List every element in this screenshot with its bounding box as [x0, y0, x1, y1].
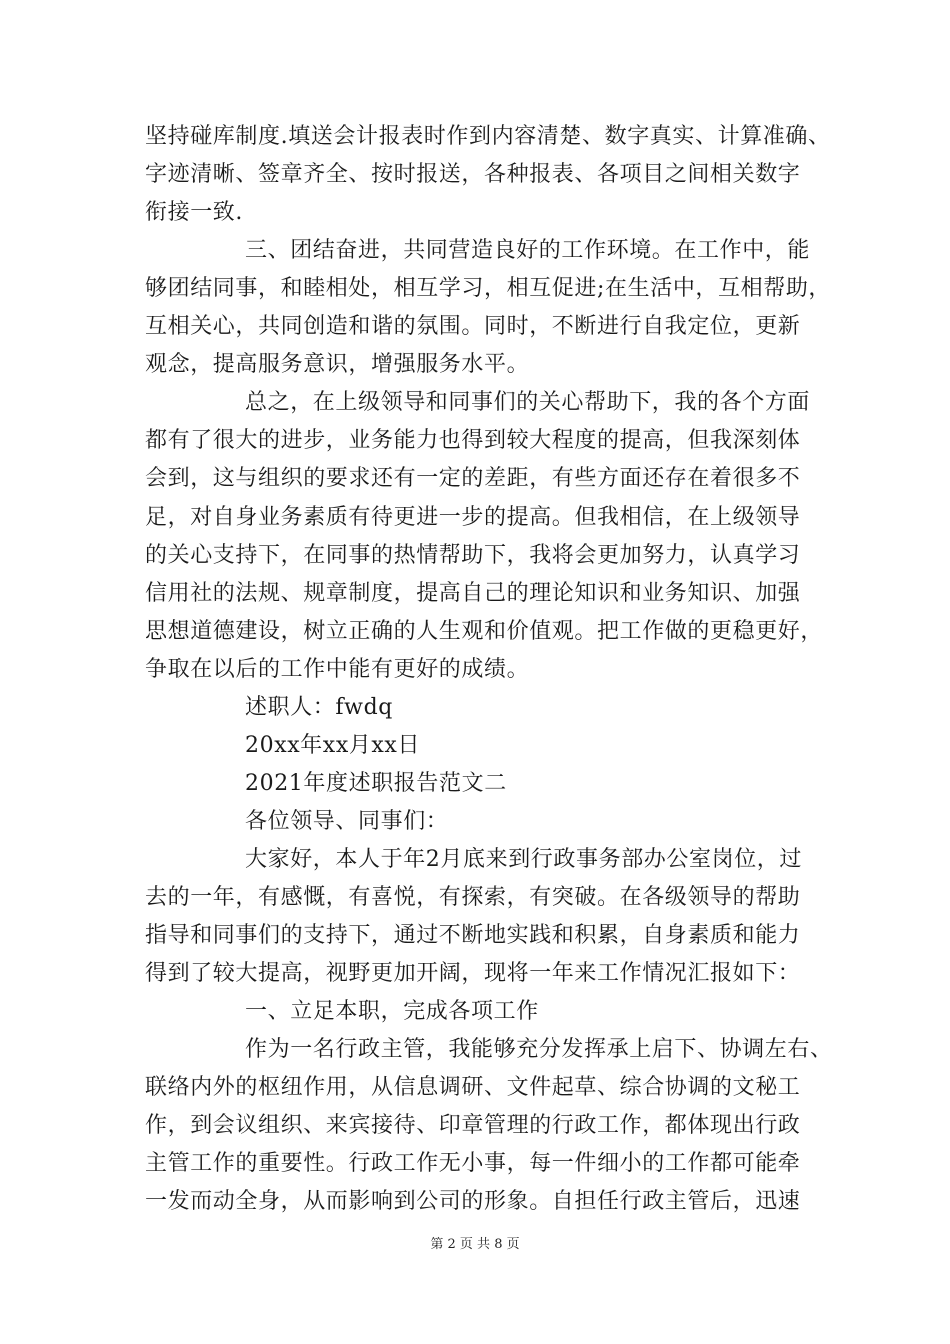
text-line: 大家好，本人于年2月底来到行政事务部办公室岗位，过	[245, 846, 802, 872]
text-line: 都有了很大的进步，业务能力也得到较大程度的提高，但我深刻体	[145, 428, 801, 454]
text-line: 述职人：fwdq	[245, 694, 393, 720]
text-line: 的关心支持下，在同事的热情帮助下，我将会更加努力，认真学习	[145, 542, 801, 568]
text-line: 指导和同事们的支持下，通过不断地实践和积累，自身素质和能力	[145, 923, 801, 949]
text-line: 20xx年xx月xx日	[245, 732, 421, 758]
text-line: 总之，在上级领导和同事们的关心帮助下，我的各个方面	[245, 390, 811, 416]
text-line: 去的一年，有感慨，有喜悦，有探索，有突破。在各级领导的帮助	[145, 885, 801, 910]
text-line: 争取在以后的工作中能有更好的成绩。	[145, 656, 530, 682]
text-line: 够团结同事，和睦相处，相互学习，相互促进;在生活中，互相帮助，	[145, 276, 832, 302]
text-line: 三、团结奋进，共同营造良好的工作环境。在工作中，能	[245, 238, 811, 264]
text-line: 主管工作的重要性。行政工作无小事，每一件细小的工作都可能牵	[145, 1151, 801, 1177]
text-line: 各位领导、同事们：	[245, 808, 449, 834]
text-line: 2021年度述职报告范文二	[245, 770, 507, 796]
text-line: 互相关心，共同创造和谐的氛围。同时，不断进行自我定位，更新	[145, 314, 801, 340]
text-line: 一、立足本职，完成各项工作	[245, 999, 539, 1025]
text-line: 作为一名行政主管，我能够充分发挥承上启下、协调左右、	[245, 1037, 833, 1063]
text-line: 思想道德建设，树立正确的人生观和价值观。把工作做的更稳更好，	[145, 618, 824, 644]
text-line: 会到，这与组织的要求还有一定的差距，有些方面还存在着很多不	[145, 466, 801, 492]
text-line: 得到了较大提高，视野更加开阔，现将一年来工作情况汇报如下：	[145, 961, 801, 987]
text-line: 一发而动全身，从而影响到公司的形象。自担任行政主管后，迅速	[145, 1189, 801, 1215]
text-line: 衔接一致.	[145, 200, 243, 226]
page-footer: 第 2 页 共 8 页	[430, 1237, 520, 1252]
text-line: 足，对自身业务素质有待更进一步的提高。但我相信，在上级领导	[145, 504, 801, 530]
text-line: 作，到会议组织、来宾接待、印章管理的行政工作，都体现出行政	[145, 1113, 801, 1139]
text-line: 观念，提高服务意识，增强服务水平。	[145, 352, 530, 378]
text-line: 坚持碰库制度.填送会计报表时作到内容清楚、数字真实、计算准确、	[145, 124, 831, 149]
text-line: 信用社的法规、规章制度，提高自己的理论知识和业务知识、加强	[145, 580, 801, 606]
text-line: 字迹清晰、签章齐全、按时报送，各种报表、各项目之间相关数字	[145, 162, 801, 188]
text-line: 联络内外的枢纽作用，从信息调研、文件起草、综合协调的文秘工	[145, 1075, 801, 1101]
